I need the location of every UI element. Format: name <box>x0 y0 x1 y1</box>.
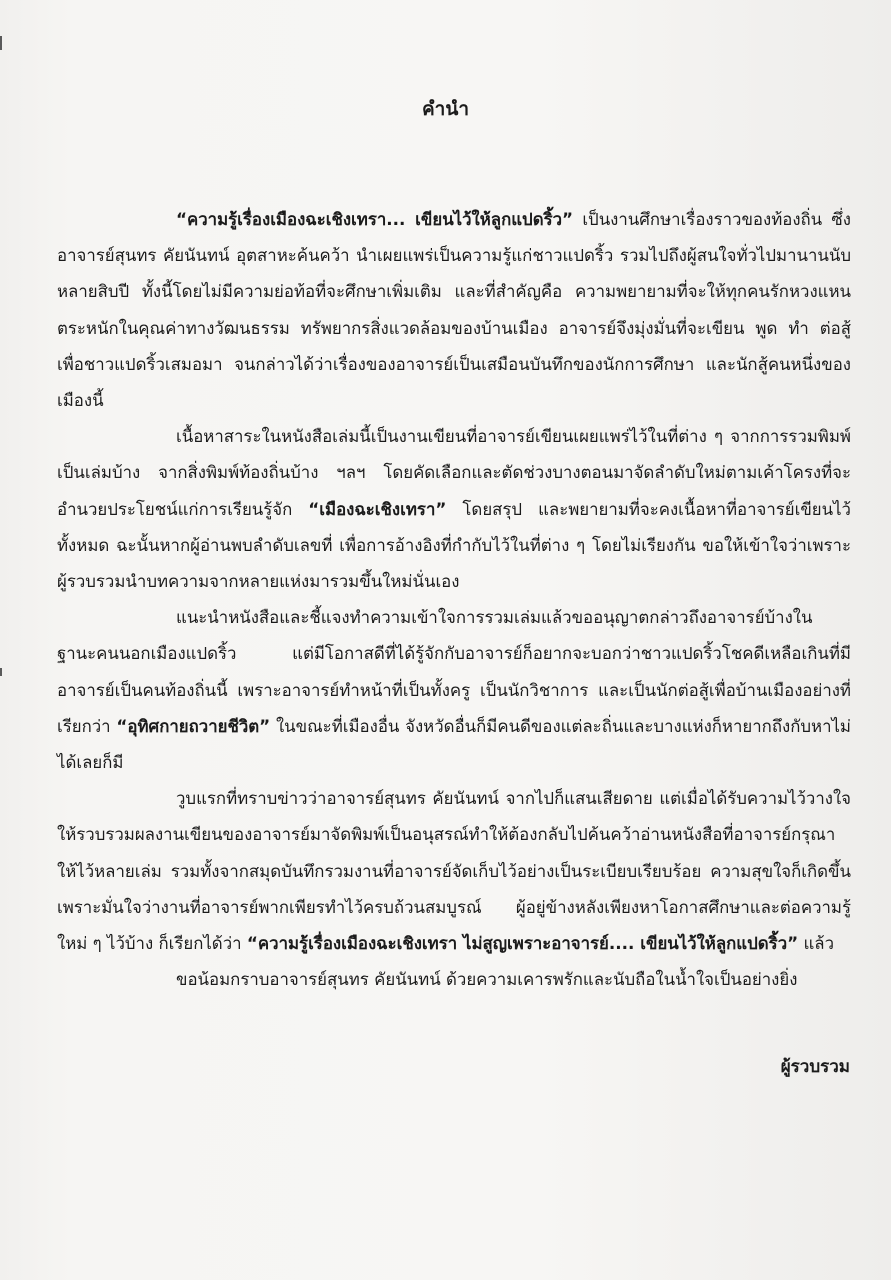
preface-body <box>57 201 851 997</box>
emphasized-text: “อุทิศกายถวายชีวิต” <box>116 715 271 736</box>
paragraph-text: วูบแรกที่ทราบข่าวว่าอาจารย์สุนทร คัยนันทน์ จากไปก็แสนเสียดาย แต่เมื่อได้รับความไว้วางใจให้รวบรวมผลงานเขียนของอาจารย์มาจัดพิมพ์เป็นอนุสรณ์ทำให้ต้องกลับไปค้นคว้าอ่านหนังสือที่อาจารย์กรุณาให้ไว้หลายเล่ม รวมทั้งจากสมุดบันทึกรวมงานที่อาจารย์จัดเก็บไว้อย่างเป็นระเบียบเรียบร้อย ความสุขใจก็เกิดขึ้น เพราะมั่นใจว่างานที่อาจารย์พากเพียรทำไว้ครบถ้วนสมบูรณ์ ผู้อยู่ข้างหลังเพียงหาโอกาสศึกษาและต่อความรู้ใหม่ ๆ ไว้บ้าง ก็เรียกได้ว่า <box>57 788 851 954</box>
page-title: คำนำ <box>421 98 470 120</box>
paragraph-text: โดยสรุป และพยายามที่จะคงเนื้อหาที่อาจารย์เขียนไว้ทั้งหมด ฉะนั้นหากผู้อ่านพบลำดับเลขที่ เพื่อการอ้างอิงที่กำกับไว้ในที่ต่าง ๆ โดยไม่เรียงกัน ขอให้เข้าใจว่าเพราะผู้รวบรวมนำบทความจากหลายแห่งมารวมขึ้นใหม่นั่นเอง <box>57 498 851 592</box>
paragraph-text: ในขณะที่เมืองอื่น จังหวัดอื่นก็มีคนดีของแต่ละถิ่นและบางแห่งก็หายากถึงกับหาไม่ได้เลยก็มี <box>57 715 851 773</box>
emphasized-text: “ความรู้เรื่องเมืองฉะเชิงเทรา... เขียนไว้ให้ลูกแปดริ้ว” <box>176 209 574 229</box>
emphasized-text: “ความรู้เรื่องเมืองฉะเชิงเทรา ไม่สูญเพราะอาจารย์.... เขียนไว้ให้ลูกแปดริ้ว” <box>246 933 799 954</box>
paragraph <box>57 780 851 961</box>
page-edge-mark <box>0 36 2 50</box>
paragraph <box>57 599 851 780</box>
emphasized-text: “เมืองฉะเชิงเทรา” <box>308 498 447 519</box>
signature: ผู้รวบรวม <box>780 1057 850 1077</box>
paragraph <box>57 201 851 418</box>
paragraph-text: แนะนำหนังสือและชี้แจงทำความเข้าใจการรวมเล่มแล้วขออนุญาตกล่าวถึงอาจารย์บ้างในฐานะคนนอกเมืองแปดริ้ว แต่มีโอกาสดีที่ได้รู้จักกับอาจารย์ก็อยากจะบอกว่าชาวแปดริ้วโชคดีเหลือเกินที่มีอาจารย์เป็นคนท้องถิ่นนี้ เพราะอาจารย์ทำหน้าที่เป็นทั้งครู เป็นนักวิชาการ และเป็นนักต่อสู้เพื่อบ้านเมืองอย่างที่เรียกว่า <box>57 607 851 736</box>
paragraph <box>57 418 851 599</box>
paragraph-text: เนื้อหาสาระในหนังสือเล่มนี้เป็นงานเขียนที่อาจารย์เขียนเผยแพร่ไว้ในที่ต่าง ๆ จากการรวมพิมพ์เป็นเล่มบ้าง จากสิ่งพิมพ์ท้องถิ่นบ้าง ฯลฯ โดยคัดเลือกและตัดช่วงบางตอนมาจัดลำดับใหม่ตามเค้าโครงที่จะอำนวยประโยชน์แก่การเรียนรู้จัก <box>57 426 851 519</box>
paragraph-text: ขอน้อมกราบอาจารย์สุนทร คัยนันทน์ ด้วยความเคารพรักและนับถือในน้ำใจเป็นอย่างยิ่ง <box>176 969 798 990</box>
paragraph-text: เป็นงานศึกษาเรื่องราวของท้องถิ่น ซึ่งอาจารย์สุนทร คัยนันทน์ อุตสาหะค้นคว้า นำเผยแพร่เป็นความรู้แก่ชาวแปดริ้ว รวมไปถึงผู้สนใจทั่วไปมานานนับหลายสิบปี ทั้งนี้โดยไม่มีความย่อท้อที่จะศึกษาเพิ่มเติม และที่สำคัญคือ ความพยายามที่จะให้ทุกคนรักหวงแหน ตระหนักในคุณค่าทางวัฒนธรรม ทรัพยากรสิ่งแวดล้อมของบ้านเมือง อาจารย์จึงมุ่งมั่นที่จะเขียน พูด ทำ ต่อสู้ เพื่อชาวแปดริ้วเสมอมา จนกล่าวได้ว่าเรื่องของอาจารย์เป็นเสมือนบันทึกของนักการศึกษา และนักสู้คนหนึ่งของเมืองนี้ <box>57 209 851 411</box>
page-edge-mark <box>0 668 2 676</box>
paragraph <box>57 961 851 997</box>
paragraph-text: แล้ว <box>798 933 834 954</box>
